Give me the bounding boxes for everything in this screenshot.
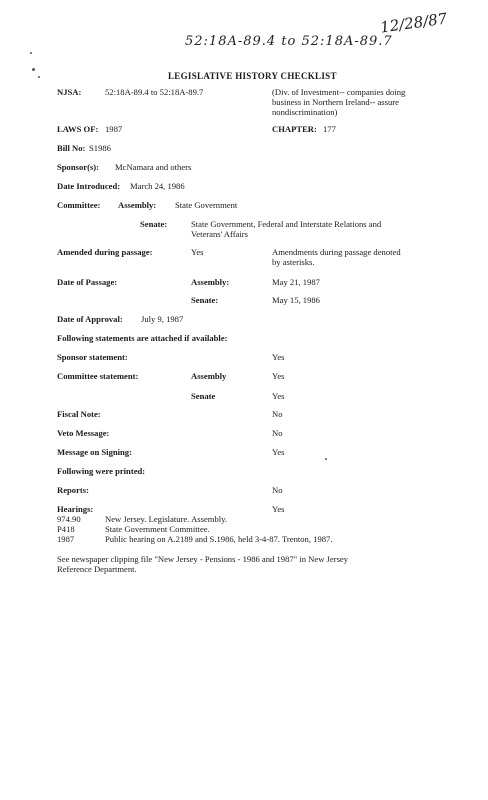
committee-senate-label: Senate:: [140, 219, 168, 229]
hearing-entry-text: Public hearing on A.2189 and S.1986, held 3-4-87. Trenton, 1987.: [105, 534, 333, 544]
scan-mark: [30, 52, 32, 54]
scan-mark: [325, 458, 327, 460]
hearing-entry-code: 1987: [57, 534, 75, 544]
sponsor-statement-value: Yes: [272, 352, 285, 362]
date-introduced-value: March 24, 1986: [130, 181, 185, 191]
njsa-value: 52:18A-89.4 to 52:18A-89.7: [105, 87, 204, 97]
passage-assembly-label: Assembly:: [191, 277, 230, 287]
njsa-description-line-1: (Div. of Investment-- companies doing: [272, 87, 406, 97]
message-on-signing-label: Message on Signing:: [57, 447, 132, 457]
reports-label: Reports:: [57, 485, 89, 495]
footer-note-line-1: See newspaper clipping file "New Jersey - Pensions - 1986 and 1987" in New Jersey: [57, 554, 349, 564]
njsa-label: NJSA:: [57, 87, 82, 97]
laws-of-label: LAWS OF:: [57, 124, 99, 134]
scan-mark: [38, 76, 40, 78]
hearing-entry-text: State Government Committee.: [105, 524, 210, 534]
committee-statement-senate-label: Senate: [191, 391, 216, 401]
hearing-entry-code: 974.90: [57, 514, 81, 524]
committee-statement-senate-value: Yes: [272, 391, 285, 401]
committee-senate-value-line-1: State Government, Federal and Interstate Relations and: [191, 219, 382, 229]
statements-heading: Following statements are attached if available:: [57, 333, 228, 343]
chapter-label: CHAPTER:: [272, 124, 317, 134]
handwritten-date: 12/28/87: [379, 9, 449, 37]
bill-no-value: S1986: [89, 143, 111, 153]
passage-assembly-value: May 21, 1987: [272, 277, 320, 287]
amended-note-line-2: by asterisks.: [272, 257, 315, 267]
committee-assembly-label: Assembly:: [118, 200, 157, 210]
reports-value: No: [272, 485, 283, 495]
njsa-description-line-3: nondiscrimination): [272, 107, 338, 117]
amended-value: Yes: [191, 247, 204, 257]
passage-senate-label: Senate:: [191, 295, 219, 305]
committee-statement-assembly-value: Yes: [272, 371, 285, 381]
printed-heading: Following were printed:: [57, 466, 146, 476]
scan-mark: [32, 68, 35, 71]
sponsors-value: McNamara and others: [115, 162, 192, 172]
fiscal-note-label: Fiscal Note:: [57, 409, 101, 419]
hearing-entry-text: New Jersey. Legislature. Assembly.: [105, 514, 228, 524]
passage-senate-value: May 15, 1986: [272, 295, 320, 305]
committee-senate-value-line-2: Veterans' Affairs: [191, 229, 248, 239]
message-on-signing-value: Yes: [272, 447, 285, 457]
committee-label: Committee:: [57, 200, 101, 210]
amended-note-line-1: Amendments during passage denoted: [272, 247, 401, 257]
handwritten-citation: 52:18A-89.4 to 52:18A-89.7: [185, 34, 393, 49]
hearing-entry-code: P418: [57, 524, 75, 534]
chapter-value: 177: [323, 124, 336, 134]
sponsor-statement-label: Sponsor statement:: [57, 352, 128, 362]
bill-no-label: Bill No:: [57, 143, 86, 153]
footer-note-line-2: Reference Department.: [57, 564, 137, 574]
date-of-passage-label: Date of Passage:: [57, 277, 118, 287]
committee-statement-label: Committee statement:: [57, 371, 139, 381]
sponsors-label: Sponsor(s):: [57, 162, 100, 172]
amended-label: Amended during passage:: [57, 247, 153, 257]
veto-message-value: No: [272, 428, 283, 438]
hearings-label: Hearings:: [57, 504, 94, 514]
date-of-approval-label: Date of Approval:: [57, 314, 123, 324]
document-title: LEGISLATIVE HISTORY CHECKLIST: [168, 71, 337, 81]
committee-assembly-value: State Government: [175, 200, 238, 210]
date-introduced-label: Date Introduced:: [57, 181, 121, 191]
hearings-value: Yes: [272, 504, 285, 514]
veto-message-label: Veto Message:: [57, 428, 110, 438]
date-of-approval-value: July 9, 1987: [141, 314, 184, 324]
njsa-description-line-2: business in Northern Ireland-- assure: [272, 97, 399, 107]
committee-statement-assembly-label: Assembly: [191, 371, 227, 381]
fiscal-note-value: No: [272, 409, 283, 419]
laws-of-value: 1987: [105, 124, 123, 134]
